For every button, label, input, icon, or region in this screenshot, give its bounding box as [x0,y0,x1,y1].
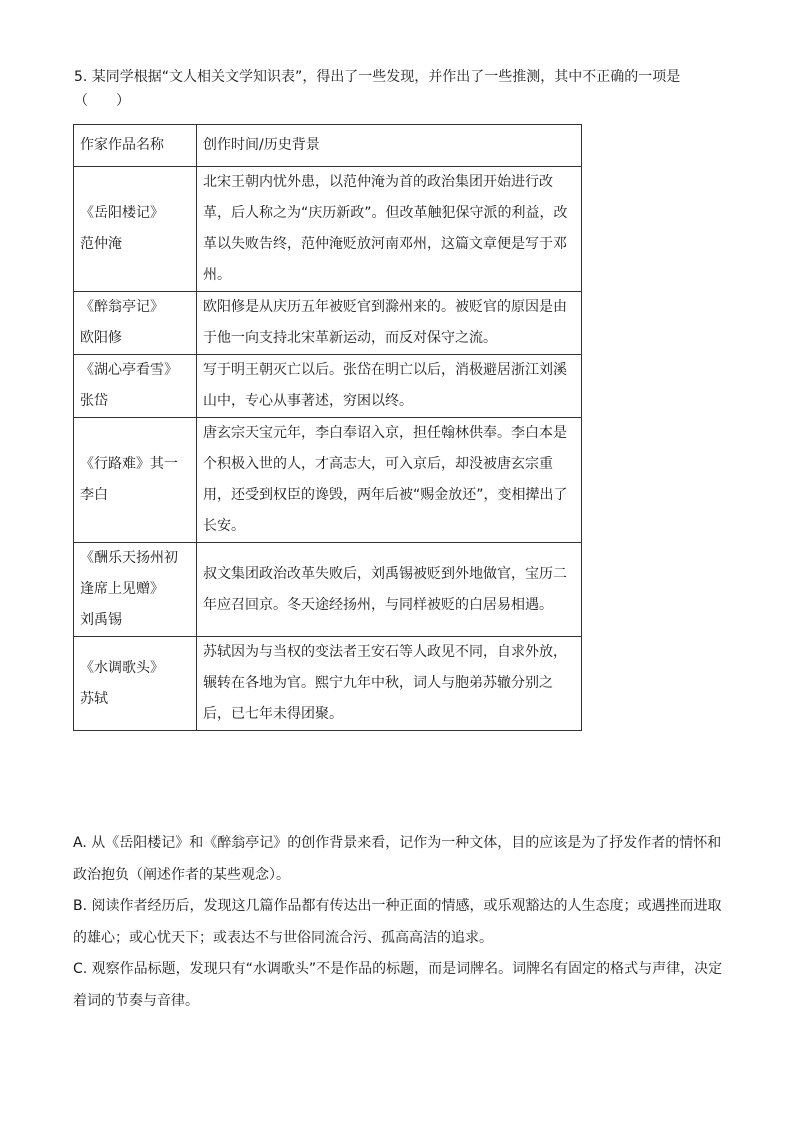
table-cell-background: 欧阳修是从庆历五年被贬官到滁州来的。被贬官的原因是由于他一向支持北宋革新运动，而反对保守之流。 [197,292,582,355]
answer-parenthesis: （ ） [74,93,130,109]
work-title: 《醉翁亭记》 [80,299,164,315]
question-5 [74,65,714,113]
answer-options [73,828,723,1017]
work-title: 《酬乐天扬州初逢席上见赠》 [80,550,178,597]
option-a: A. 从《岳阳楼记》和《醉翁亭记》的创作背景来看，记作为一种文体，目的应该是为了抒发作者的情怀和政治抱负（阐述作者的某些观念）。 [73,835,722,883]
work-title: 《岳阳楼记》 [80,205,164,221]
work-author: 张岱 [80,393,108,409]
work-author: 苏轼 [80,690,108,707]
table-header-work: 作家作品名称 [74,125,197,167]
table-header-row [74,125,582,167]
table-cell-background: 叔文集团政治改革失败后，刘禹锡被贬到外地做官，宝历二年应召回京。冬天途经扬州，与同样被贬的白居易相遇。 [197,543,582,637]
table-row [74,292,582,355]
table-cell-background: 写于明王朝灭亡以后。张岱在明亡以后，消极避居浙江刘溪山中，专心从事著述，穷困以终。 [197,355,582,418]
option-b: B. 阅读作者经历后，发现这几篇作品都有传达出一种正面的情感，或乐观豁达的人生态度；或遇挫而进取的雄心；或心忧天下；或表达不与世俗同流合污、孤高高洁的追求。 [73,898,722,946]
work-title: 《行路难》其一 [80,456,178,472]
table-row [74,637,582,731]
table-cell-background: 苏轼因为与当权的变法者王安石等人政见不同，自求外放，辗转在各地为官。熙宁九年中秋，词人与胞弟苏辙分别之后，已七年未得团聚。 [197,637,582,731]
table-cell-work [74,167,197,292]
table-cell-work [74,292,197,355]
table-row [74,167,582,292]
work-title: 《水调歌头》 [80,659,164,676]
option-c: C. 观察作品标题，发现只有“水调歌头”不是作品的标题，而是词牌名。词牌名有固定的格式与声律，决定着词的节奏与音律。 [73,961,723,1009]
table-row [74,418,582,543]
work-author: 欧阳修 [80,330,122,346]
work-author: 刘禹锡 [80,612,122,628]
table-cell-background: 北宋王朝内忧外患，以范仲淹为首的政治集团开始进行改革，后人称之为“庆历新政”。但改革触犯保守派的利益，改革以失败告终，范仲淹贬放河南邓州，这篇文章便是写于邓州。 [197,167,582,292]
table-cell-background: 唐玄宗天宝元年，李白奉诏入京，担任翰林供奉。李白本是个积极入世的人，才高志大，可入京后，却没被唐玄宗重用，还受到权臣的谗毁，两年后被“赐金放还”，变相撵出了长安。 [197,418,582,543]
table-cell-work [74,637,197,731]
table-cell-work [74,418,197,543]
work-author: 范仲淹 [80,236,122,252]
question-stem: 5. 某同学根据“文人相关文学知识表”，得出了一些发现，并作出了一些推测，其中不正确的一项是 [74,69,681,85]
table-row [74,355,582,418]
work-title: 《湖心亭看雪》 [80,362,178,378]
literature-knowledge-table [73,124,582,731]
work-author: 李白 [80,487,108,503]
table-row [74,543,582,637]
table-cell-work [74,543,197,637]
table-header-background: 创作时间/历史背景 [197,125,582,167]
table-cell-work [74,355,197,418]
